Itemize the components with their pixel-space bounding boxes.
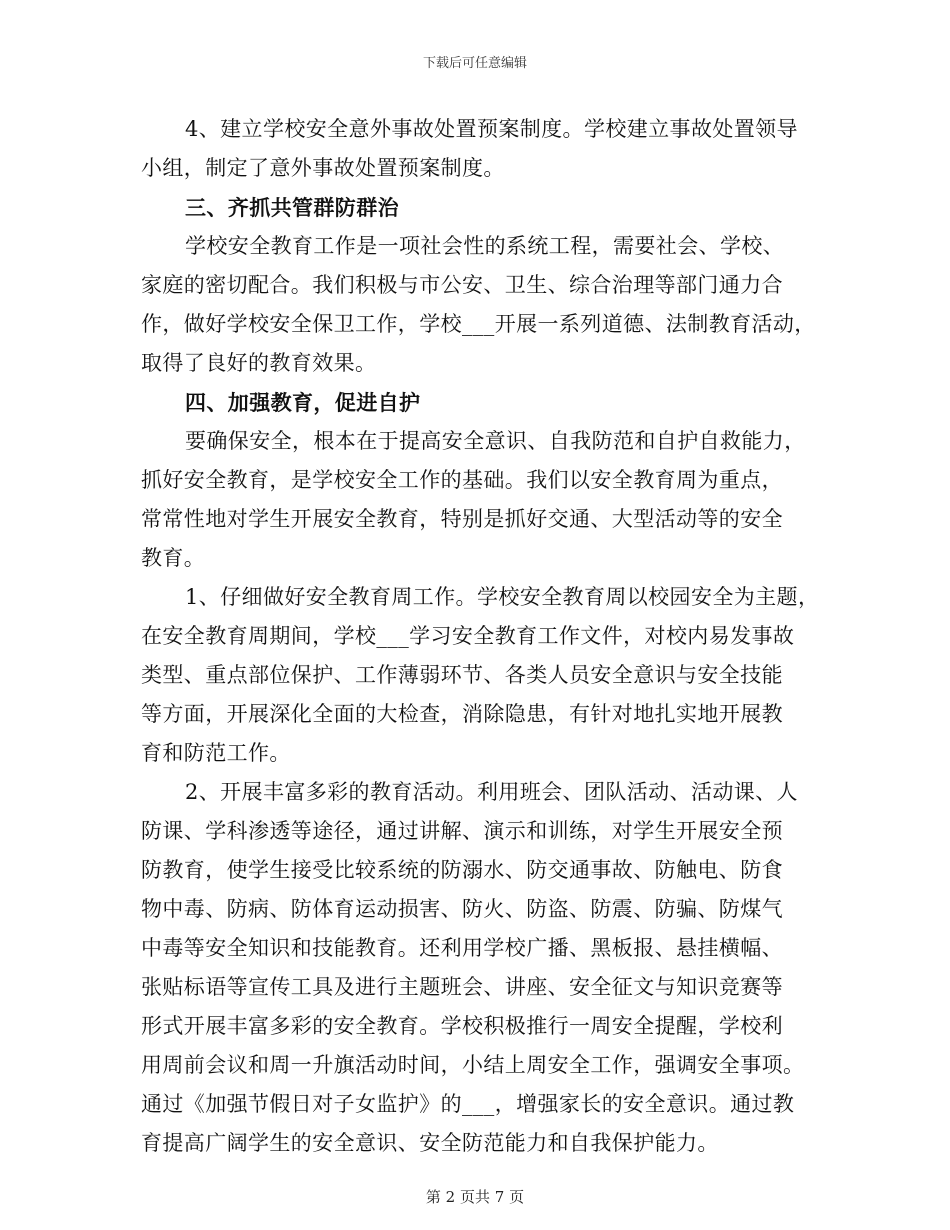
paragraph-line: 物中毒、防病、防体育运动损害、防火、防盗、防震、防骗、防煤气 [141,897,783,921]
paragraph-line: 教育。 [141,546,206,570]
paragraph-line: 4、建立学校安全意外事故处置预案制度。学校建立事故处置领导 [185,117,798,141]
paragraph-line: 家庭的密切配合。我们积极与市公安、卫生、综合治理等部门通力合 [141,273,783,297]
paragraph-line: 防课、学科渗透等途径，通过讲解、演示和训练，对学生开展安全预 [141,819,783,843]
paragraph-line: 取得了良好的教育效果。 [141,351,377,375]
paragraph-line: 1、仔细做好安全教育周工作。学校安全教育周以校园安全为主题， [185,585,820,609]
paragraph-line: 抓好安全教育，是学校安全工作的基础。我们以安全教育周为重点， [141,468,783,492]
paragraph-line: 用周前会议和周一升旗活动时间，小结上周安全工作，强调安全事项。 [141,1053,805,1077]
paragraph-line: 小组，制定了意外事故处置预案制度。 [141,156,505,180]
paragraph-line: 防教育，使学生接受比较系统的防溺水、防交通事故、防触电、防食 [141,858,783,882]
paragraph-line: 常常性地对学生开展安全教育，特别是抓好交通、大型活动等的安全 [141,507,783,531]
document-body [141,110,821,1163]
paragraph-line: 中毒等安全知识和技能教育。还利用学校广播、黑板报、悬挂横幅、 [141,936,783,960]
page-footer: 第 2 页共 7 页 [425,1188,525,1206]
paragraph-line: 育和防范工作。 [141,741,291,765]
paragraph-line: 学校安全教育工作是一项社会性的系统工程，需要社会、学校、 [185,234,785,258]
paragraph-line: 育提高广阔学生的安全意识、安全防范能力和自我保护能力。 [141,1131,719,1155]
paragraph-line: 张贴标语等宣传工具及进行主题班会、讲座、安全征文与知识竞赛等 [141,975,783,999]
paragraph-line: 通过《加强节假日对子女监护》的___，增强家长的安全意识。通过教 [141,1092,795,1116]
paragraph-line: 2、开展丰富多彩的教育活动。利用班会、团队活动、活动课、人 [185,780,798,804]
section-heading: 四、加强教育，促进自护 [185,390,421,415]
section-heading: 三、齐抓共管群防群治 [185,195,399,220]
paragraph-line: 作，做好学校安全保卫工作，学校___开展一系列道德、法制教育活动， [141,312,816,336]
paragraph-line: 类型、重点部位保护、工作薄弱环节、各类人员安全意识与安全技能 [141,663,783,687]
paragraph-line: 要确保安全，根本在于提高安全意识、自我防范和自护自救能力， [185,429,806,453]
paragraph-line: 等方面，开展深化全面的大检查，消除隐患，有针对地扎实地开展教 [141,702,783,726]
paragraph-line: 在安全教育周期间，学校___学习安全教育工作文件，对校内易发事故 [141,624,795,648]
paragraph-line: 形式开展丰富多彩的安全教育。学校积极推行一周安全提醒，学校利 [141,1014,783,1038]
page-header: 下载后可任意编辑 [422,56,527,71]
